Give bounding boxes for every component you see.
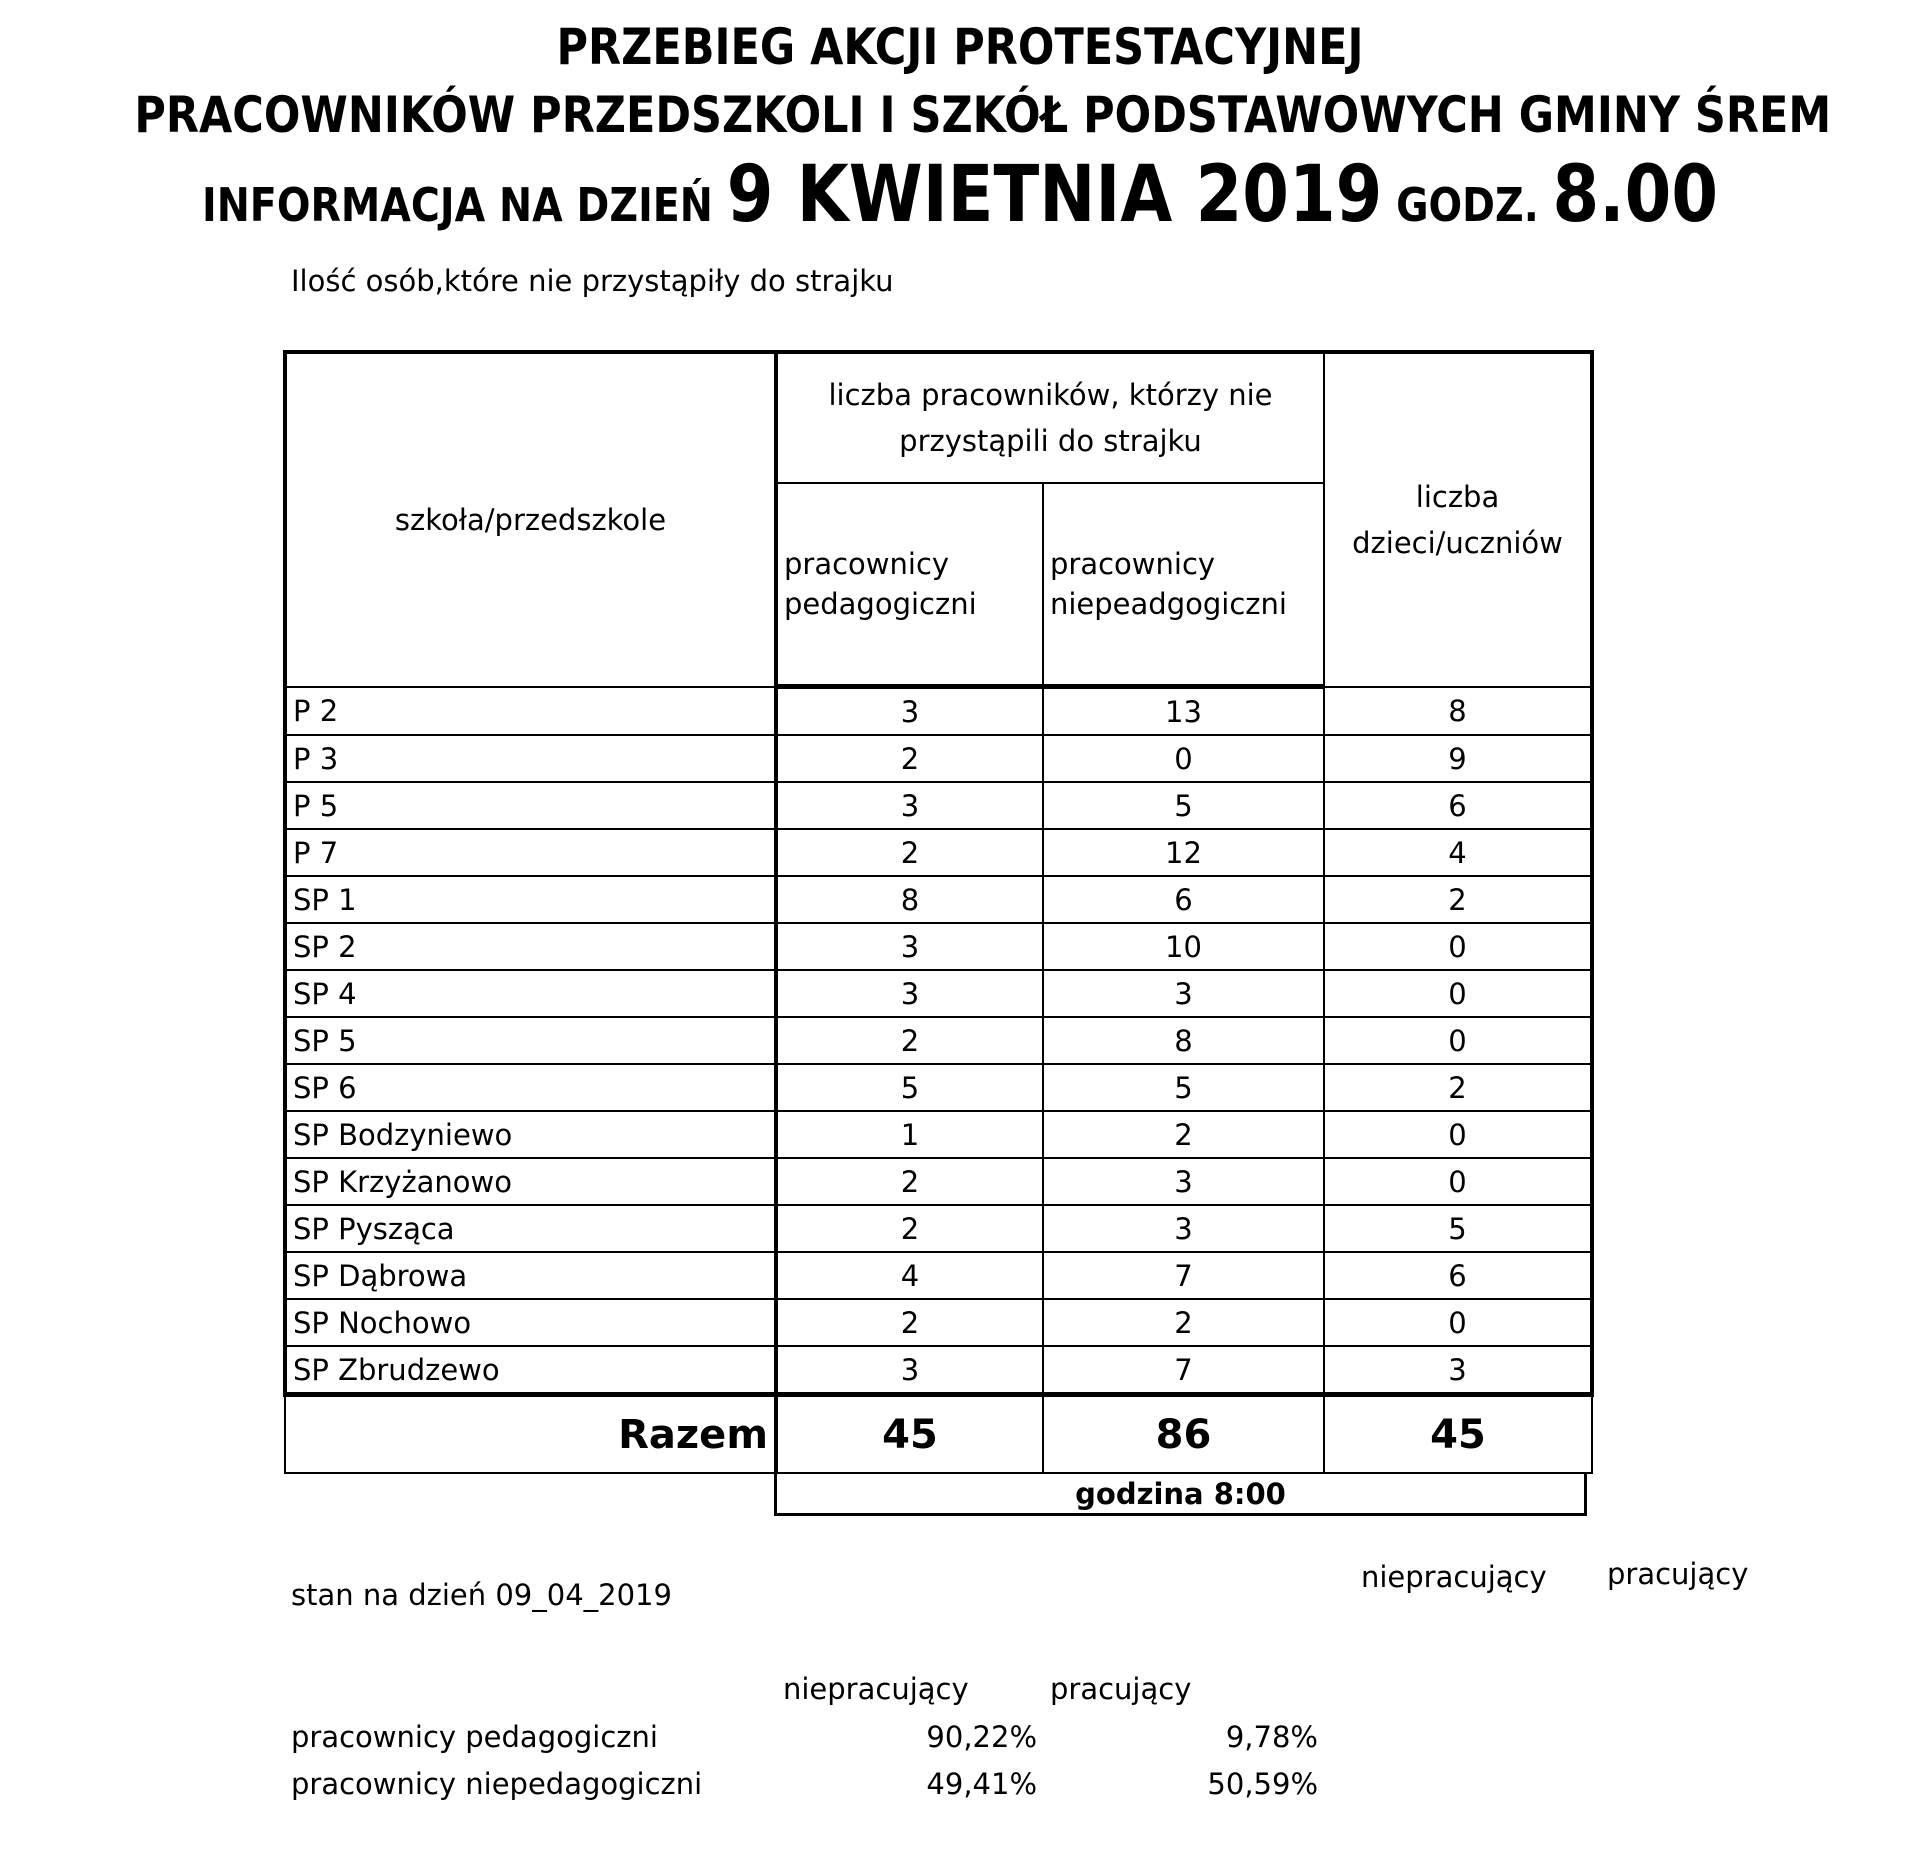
header-children: liczba dzieci/uczniów: [1324, 352, 1592, 687]
table-row: [285, 970, 1592, 1017]
total-children: 45: [1324, 1395, 1592, 1474]
non-pedagogical-cell: 13: [1043, 687, 1324, 736]
status-date: stan na dzień 09_04_2019: [291, 1578, 672, 1612]
table-row: [285, 876, 1592, 923]
non-pedagogical-cell: 3: [1043, 1205, 1324, 1252]
school-name-cell: SP 5: [285, 1017, 776, 1064]
pedagogical-cell: 1: [776, 1111, 1043, 1158]
pedagogical-cell: 3: [776, 782, 1043, 829]
school-name-cell: SP 6: [285, 1064, 776, 1111]
children-cell: 0: [1324, 1299, 1592, 1346]
pedagogical-cell: 8: [776, 876, 1043, 923]
school-name-cell: SP Nochowo: [285, 1299, 776, 1346]
summary-header-nonworking: niepracujący: [783, 1672, 969, 1706]
non-pedagogical-cell: 10: [1043, 923, 1324, 970]
header-group: liczba pracowników, którzy nie przystąpili do strajku: [776, 352, 1324, 483]
summary-header-working: pracujący: [1050, 1672, 1192, 1706]
pedagogical-cell: 4: [776, 1252, 1043, 1299]
table-row: [285, 1252, 1592, 1299]
non-pedagogical-cell: 5: [1043, 1064, 1324, 1111]
header-non-pedagogical: pracownicy niepeadgogiczni: [1043, 483, 1324, 687]
strike-table: [283, 350, 1594, 1474]
footer-time: godzina 8:00: [774, 1474, 1587, 1516]
table-row: [285, 735, 1592, 782]
info-date: 9 KWIETNIA 2019: [726, 150, 1383, 240]
title-line-2: PRACOWNIKÓW PRZEDSZKOLI I SZKÓŁ PODSTAWOWYCH GMINY ŚREM: [134, 86, 1832, 144]
total-label: Razem: [285, 1395, 776, 1474]
children-cell: 6: [1324, 1252, 1592, 1299]
children-cell: 2: [1324, 876, 1592, 923]
non-pedagogical-cell: 3: [1043, 970, 1324, 1017]
non-pedagogical-cell: 7: [1043, 1346, 1324, 1395]
school-name-cell: P 7: [285, 829, 776, 876]
info-godz-label: GODZ.: [1396, 178, 1539, 232]
children-cell: 3: [1324, 1346, 1592, 1395]
pedagogical-cell: 3: [776, 923, 1043, 970]
info-prefix: INFORMACJA NA DZIEŃ: [201, 178, 713, 232]
school-name-cell: P 3: [285, 735, 776, 782]
table-row: [285, 1017, 1592, 1064]
header-school: szkoła/przedszkole: [285, 352, 776, 687]
non-pedagogical-cell: 8: [1043, 1017, 1324, 1064]
children-cell: 0: [1324, 1017, 1592, 1064]
non-pedagogical-cell: 5: [1043, 782, 1324, 829]
summary-row-nonworking: 90,22%: [926, 1720, 1037, 1754]
pedagogical-cell: 2: [776, 1017, 1043, 1064]
summary-row-nonworking: 49,41%: [926, 1767, 1037, 1801]
children-cell: 5: [1324, 1205, 1592, 1252]
table-row: [285, 829, 1592, 876]
table-subtitle: Ilość osób,które nie przystąpiły do strajku: [291, 264, 894, 298]
table-row: [285, 782, 1592, 829]
non-pedagogical-cell: 3: [1043, 1158, 1324, 1205]
children-cell: 8: [1324, 687, 1592, 736]
non-pedagogical-cell: 6: [1043, 876, 1324, 923]
school-name-cell: SP Pysząca: [285, 1205, 776, 1252]
children-cell: 4: [1324, 829, 1592, 876]
non-pedagogical-cell: 12: [1043, 829, 1324, 876]
pedagogical-cell: 2: [776, 1299, 1043, 1346]
table-row: [285, 687, 1592, 736]
non-pedagogical-cell: 2: [1043, 1299, 1324, 1346]
right-label-working: pracujący: [1607, 1557, 1749, 1591]
school-name-cell: SP Dąbrowa: [285, 1252, 776, 1299]
title-line-3: [134, 150, 1785, 240]
total-row: [285, 1395, 1592, 1474]
school-name-cell: SP Krzyżanowo: [285, 1158, 776, 1205]
pedagogical-cell: 2: [776, 829, 1043, 876]
children-cell: 0: [1324, 1158, 1592, 1205]
table-row: [285, 1299, 1592, 1346]
non-pedagogical-cell: 7: [1043, 1252, 1324, 1299]
table-row: [285, 1064, 1592, 1111]
school-name-cell: SP 1: [285, 876, 776, 923]
children-cell: 6: [1324, 782, 1592, 829]
table-row: [285, 1346, 1592, 1395]
non-pedagogical-cell: 2: [1043, 1111, 1324, 1158]
school-name-cell: P 2: [285, 687, 776, 736]
info-time: 8.00: [1552, 150, 1719, 240]
pedagogical-cell: 2: [776, 1205, 1043, 1252]
school-name-cell: SP Bodzyniewo: [285, 1111, 776, 1158]
pedagogical-cell: 2: [776, 1158, 1043, 1205]
header-pedagogical: pracownicy pedagogiczni: [776, 483, 1043, 687]
summary-row-working: 9,78%: [1225, 1720, 1318, 1754]
school-name-cell: SP 4: [285, 970, 776, 1017]
table-body: [285, 687, 1592, 1395]
title-line-1: PRZEBIEG AKCJI PROTESTACYJNEJ: [556, 18, 1364, 76]
children-cell: 0: [1324, 1111, 1592, 1158]
children-cell: 0: [1324, 970, 1592, 1017]
table-row: [285, 1205, 1592, 1252]
children-cell: 9: [1324, 735, 1592, 782]
non-pedagogical-cell: 0: [1043, 735, 1324, 782]
pedagogical-cell: 3: [776, 687, 1043, 736]
pedagogical-cell: 3: [776, 1346, 1043, 1395]
total-pedagogical: 45: [776, 1395, 1043, 1474]
pedagogical-cell: 5: [776, 1064, 1043, 1111]
school-name-cell: P 5: [285, 782, 776, 829]
school-name-cell: SP 2: [285, 923, 776, 970]
right-label-nonworking: niepracujący: [1361, 1560, 1547, 1594]
children-cell: 0: [1324, 923, 1592, 970]
summary-row-label: pracownicy pedagogiczni: [291, 1720, 658, 1754]
table-row: [285, 1158, 1592, 1205]
pedagogical-cell: 3: [776, 970, 1043, 1017]
summary-row-working: 50,59%: [1207, 1767, 1318, 1801]
pedagogical-cell: 2: [776, 735, 1043, 782]
summary-row-label: pracownicy niepedagogiczni: [291, 1767, 703, 1801]
school-name-cell: SP Zbrudzewo: [285, 1346, 776, 1395]
total-non-pedagogical: 86: [1043, 1395, 1324, 1474]
table-row: [285, 1111, 1592, 1158]
children-cell: 2: [1324, 1064, 1592, 1111]
table-row: [285, 923, 1592, 970]
